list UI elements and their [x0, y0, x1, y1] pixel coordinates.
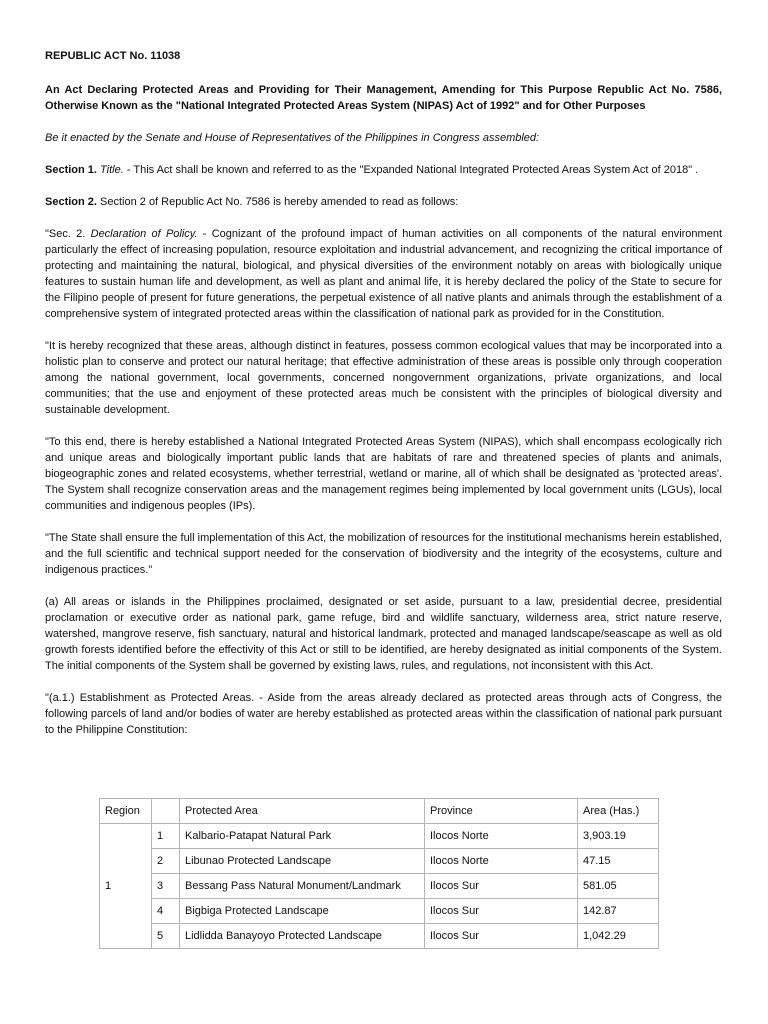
area-size-cell: 1,042.29	[578, 924, 659, 949]
enacting-clause: Be it enacted by the Senate and House of Representatives of the Philippines in Congress assembled:	[45, 132, 540, 144]
row-number: 3	[152, 874, 180, 899]
header-number	[152, 799, 180, 824]
table-row	[100, 874, 659, 899]
row-number: 1	[152, 824, 180, 849]
table-row	[100, 899, 659, 924]
header-protected-area: Protected Area	[180, 799, 425, 824]
table-row	[100, 849, 659, 874]
section-2-text: Section 2 of Republic Act No. 7586 is hereby amended to read as follows:	[96, 196, 459, 208]
protected-area-name: Bigbiga Protected Landscape	[180, 899, 425, 924]
state-paragraph: "The State shall ensure the full implementation of this Act, the mobilization of resources for the institutional mechanisms herein established, and the full scientific and technical support needed for the conservation of biodiversity and the integrity of the ecosystems, culture and indigenous practices."	[45, 532, 722, 576]
table-header-row	[100, 799, 659, 824]
row-number: 5	[152, 924, 180, 949]
protected-area-name: Libunao Protected Landscape	[180, 849, 425, 874]
area-size-cell: 3,903.19	[578, 824, 659, 849]
policy-text: - Cognizant of the profound impact of human activities on all components of the natural environment particularly the effect of increasing population, resource exploitation and industrial advancement, and recognizing the critical importance of protecting and maintaining the natural, biological, and physical diversities of the environment notably on areas with biologically unique features to sustain human life and development, as well as plant and animal life, it is hereby declared the policy of the State to secure for the Filipino people of present for future generations, the perpetual existence of all native plants and animals through the establishment of a comprehensive system of integrated protected areas within the classification of national park as provided for in the Constitution.	[45, 228, 723, 320]
section-1-heading: Title.	[100, 164, 124, 176]
policy-prefix: "Sec. 2.	[45, 228, 91, 240]
province-cell: Ilocos Sur	[425, 899, 578, 924]
section-2	[45, 194, 722, 210]
province-cell: Ilocos Sur	[425, 924, 578, 949]
header-area-has: Area (Has.)	[578, 799, 659, 824]
row-number: 2	[152, 849, 180, 874]
header-province: Province	[425, 799, 578, 824]
header-region: Region	[100, 799, 152, 824]
protected-area-name: Lidlidda Banayoyo Protected Landscape	[180, 924, 425, 949]
area-size-cell: 47.15	[578, 849, 659, 874]
area-size-cell: 142.87	[578, 899, 659, 924]
establishment-prefix: "(a.1.) Establishment as Protected Areas.	[45, 692, 255, 704]
act-title: REPUBLIC ACT No. 11038	[45, 50, 181, 62]
act-subtitle: An Act Declaring Protected Areas and Providing for Their Management, Amending for This Purpose Republic Act No. 7586, Otherwise Known as the "National Integrated Protected Areas System (NIPAS) Act of 1992" and for Other Purposes	[45, 84, 722, 112]
area-size-cell: 581.05	[578, 874, 659, 899]
document-body	[45, 40, 722, 738]
establishment-paragraph	[45, 690, 722, 738]
protected-area-name: Bessang Pass Natural Monument/Landmark	[180, 874, 425, 899]
table-row	[100, 924, 659, 949]
section-2-label: Section 2.	[45, 196, 97, 208]
policy-paragraph	[45, 226, 722, 322]
section-1-text: - This Act shall be known and referred to as the "Expanded National Integrated Protected Areas System Act of 2018" .	[123, 164, 699, 176]
row-number: 4	[152, 899, 180, 924]
section-1-label: Section 1.	[45, 164, 97, 176]
components-paragraph: (a) All areas or islands in the Philippines proclaimed, designated or set aside, pursuant to a law, presidential decree, presidential proclamation or executive order as national park, game refuge, bird and wildlife sanctuary, wilderness area, strict nature reserve, watershed, mangrove reserve, fish sanctuary, natural and historical landmark, protected and managed landscape/seascape as well as old growth forests identified before the effectivity of this Act or still to be identified, are hereby designated as initial components of the System. The initial components of the System shall be governed by existing laws, rules, and regulations, not inconsistent with this Act.	[45, 596, 722, 672]
province-cell: Ilocos Norte	[425, 849, 578, 874]
establishment-text: - Aside from the areas already declared as protected areas through acts of Congress, the following parcels of land and/or bodies of water are hereby established as protected areas within the classification of national park pursuant to the Philippine Constitution:	[45, 692, 722, 736]
section-1	[45, 162, 722, 178]
policy-heading: Declaration of Policy.	[90, 228, 198, 240]
province-cell: Ilocos Sur	[425, 874, 578, 899]
table-row	[100, 824, 659, 849]
province-cell: Ilocos Norte	[425, 824, 578, 849]
region-cell: 1	[100, 824, 152, 949]
recognition-paragraph: "It is hereby recognized that these areas, although distinct in features, possess common ecological values that may be incorporated into a holistic plan to conserve and protect our natural heritage; that effective administration of these areas is possible only through cooperation among the national government, local governments, concerned nongovernment organizations, private organizations, and local communities; that the use and enjoyment of these protected areas much be consistent with the principles of biological diversity and sustainable development.	[45, 340, 722, 416]
protected-area-name: Kalbario-Patapat Natural Park	[180, 824, 425, 849]
nipas-paragraph: "To this end, there is hereby established a National Integrated Protected Areas System (NIPAS), which shall encompass ecologically rich and unique areas and biologically important public lands that are habitats of rare and threatened species of plants and animals, biogeographic zones and related ecosystems, whether terrestrial, wetland or marine, all of which shall be designated as 'protected areas'. The System shall recognize conservation areas and the management regimes being implemented by local government units (LGUs), local communities and indigenous peoples (IPs).	[45, 436, 722, 512]
protected-areas-table	[99, 798, 659, 949]
